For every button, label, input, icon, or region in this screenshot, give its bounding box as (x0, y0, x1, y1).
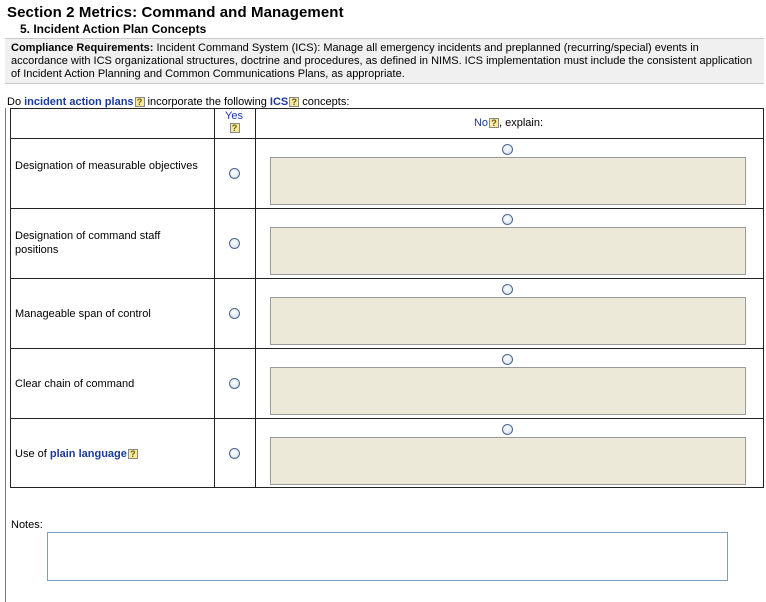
yes-radio[interactable] (229, 448, 240, 459)
incident-action-plans-link[interactable]: incident action plans (24, 96, 134, 108)
question-prefix: Do (7, 96, 25, 108)
help-icon[interactable]: ? (135, 97, 145, 107)
no-radio[interactable] (502, 424, 513, 435)
no-radio[interactable] (502, 214, 513, 225)
row-label-command-staff-positions: Designation of command staff positions (15, 230, 161, 256)
ics-link[interactable]: ICS (269, 96, 289, 108)
question-middle: incorporate the following (144, 96, 270, 108)
row-divider (11, 278, 763, 279)
question-text (7, 96, 349, 108)
section-title: Section 2 Metrics: Command and Management (7, 4, 344, 21)
explain-textarea[interactable] (270, 227, 746, 275)
no-radio[interactable] (502, 354, 513, 365)
compliance-label: Compliance Requirements: (11, 42, 154, 54)
row-divider (11, 208, 763, 209)
yes-radio[interactable] (229, 308, 240, 319)
yes-radio[interactable] (229, 238, 240, 249)
row-divider (11, 418, 763, 419)
row-label-chain-of-command: Clear chain of command (15, 378, 135, 390)
yes-radio[interactable] (229, 168, 240, 179)
row-label-measurable-objectives: Designation of measurable objectives (15, 160, 198, 172)
plain-language-link[interactable]: plain language (49, 448, 127, 460)
explain-textarea[interactable] (270, 437, 746, 485)
no-radio[interactable] (502, 284, 513, 295)
help-icon[interactable]: ? (489, 118, 499, 128)
column-divider (255, 109, 256, 487)
no-label: No (473, 117, 489, 129)
help-icon[interactable]: ? (289, 97, 299, 107)
row-label-plain-language (15, 447, 205, 461)
help-icon[interactable]: ? (230, 123, 240, 133)
row-label-span-of-control: Manageable span of control (15, 308, 151, 320)
subsection-title: 5. Incident Action Plan Concepts (20, 22, 207, 36)
yes-column-header (214, 110, 254, 134)
row-divider (11, 348, 763, 349)
left-frame-border (5, 108, 6, 602)
notes-textarea[interactable] (47, 532, 728, 581)
help-icon[interactable]: ? (128, 449, 138, 459)
no-radio[interactable] (502, 144, 513, 155)
column-divider (214, 109, 215, 487)
notes-label: Notes: (11, 519, 43, 531)
compliance-text: Incident Command System (ICS): Manage all emergency incidents and preplanned (recurring/special) events in accordance with ICS organizational structures, doctrine and procedures, as defined in NIMS. ICS implementation must include the consistent application of Incident Action Planning and Common Communications Plans, as appropriate. (11, 42, 753, 80)
yes-label: Yes (225, 110, 243, 122)
question-suffix: concepts: (299, 96, 350, 108)
compliance-requirements (5, 38, 764, 84)
yes-radio[interactable] (229, 378, 240, 389)
plain-language-prefix: Use of (15, 448, 50, 460)
explain-textarea[interactable] (270, 367, 746, 415)
explain-textarea[interactable] (270, 297, 746, 345)
no-column-header (256, 117, 761, 129)
row-divider (11, 138, 763, 139)
no-explain-label: , explain: (499, 117, 544, 129)
explain-textarea[interactable] (270, 157, 746, 205)
